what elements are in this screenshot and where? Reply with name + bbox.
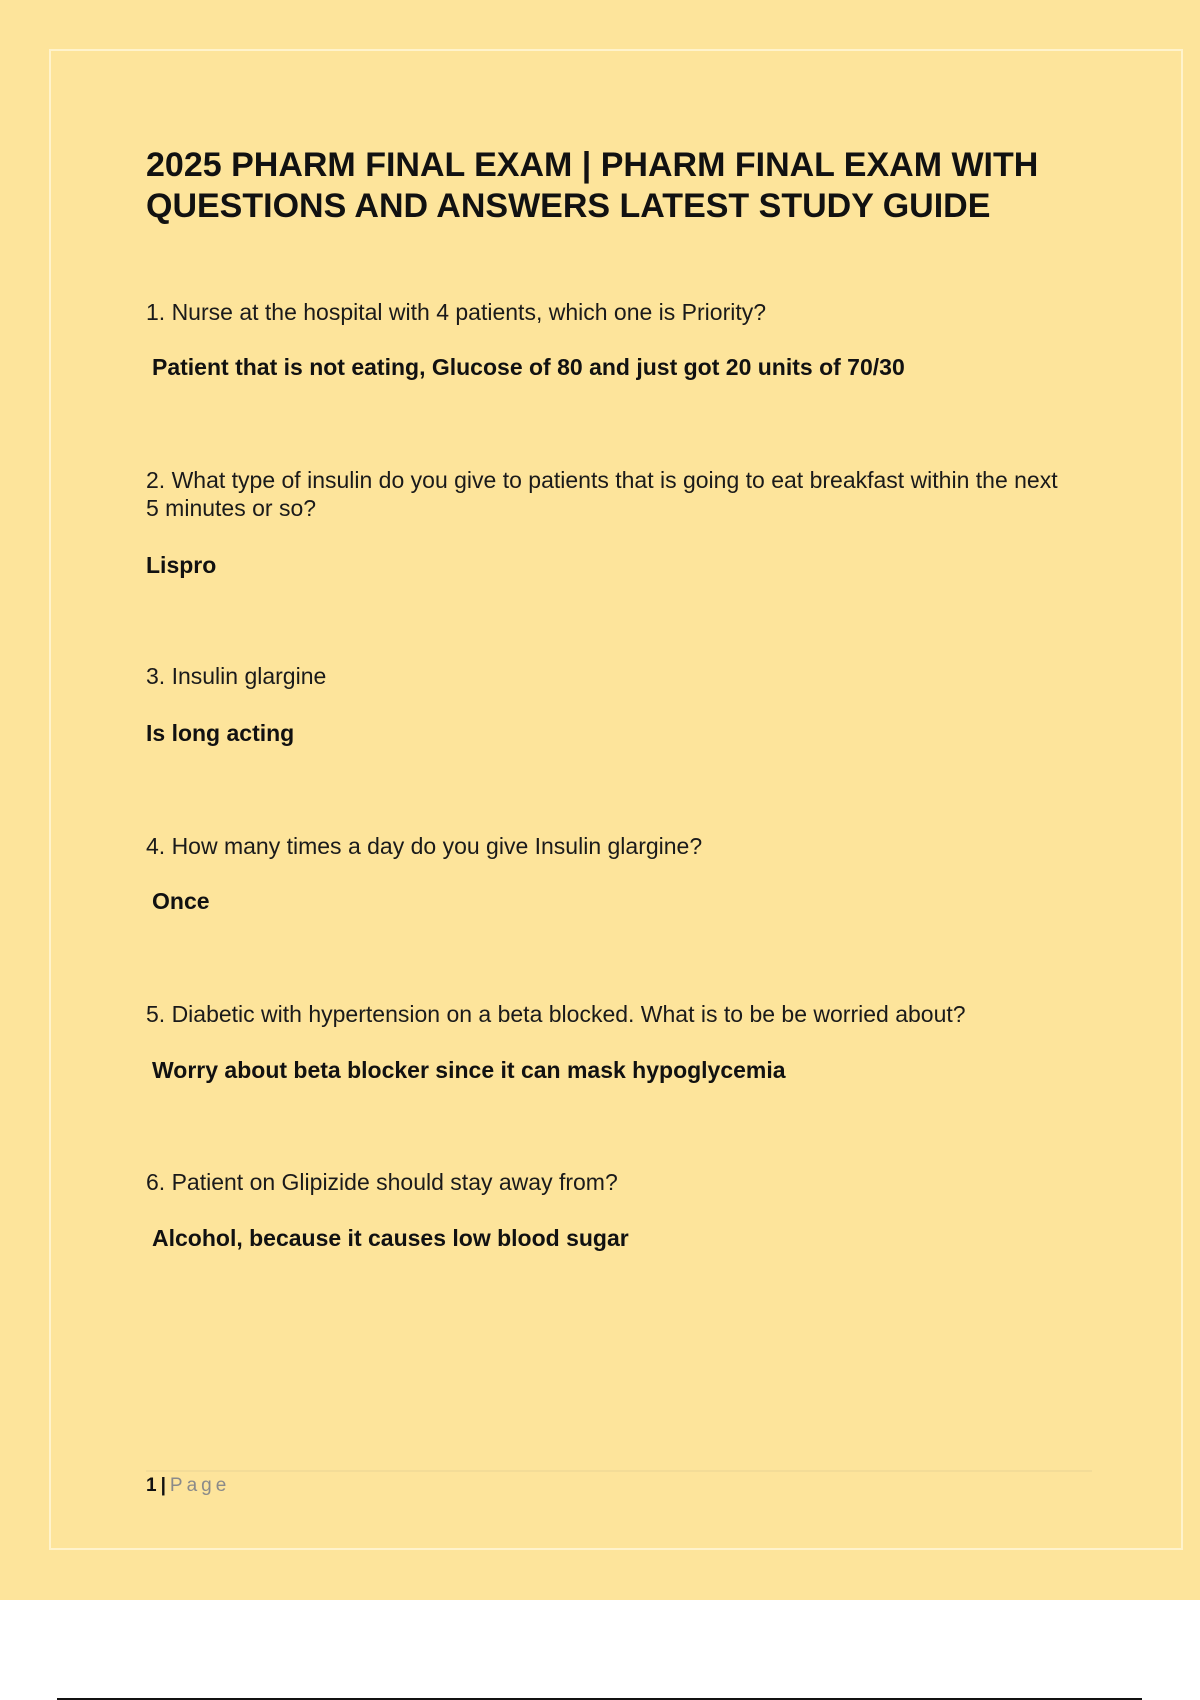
footer-divider bbox=[146, 1470, 1092, 1472]
question-1: 1. Nurse at the hospital with 4 patients, which one is Priority? bbox=[146, 299, 767, 325]
question-4: 4. How many times a day do you give Insulin glargine? bbox=[146, 833, 703, 859]
question-2: 2. What type of insulin do you give to patients that is going to eat breakfast within the next 5 minutes or so? bbox=[146, 467, 1058, 521]
page-footer bbox=[146, 1474, 230, 1498]
answer-2: Lispro bbox=[146, 552, 217, 578]
question-6: 6. Patient on Glipizide should stay away from? bbox=[146, 1169, 618, 1195]
document-title: 2025 PHARM FINAL EXAM | PHARM FINAL EXAM WITH QUESTIONS AND ANSWERS LATEST STUDY GUIDE bbox=[146, 146, 1039, 225]
answer-5: Worry about beta blocker since it can mask hypoglycemia bbox=[152, 1057, 786, 1083]
question-5: 5. Diabetic with hypertension on a beta blocked. What is to be be worried about? bbox=[146, 1001, 966, 1027]
footer-separator: | bbox=[160, 1475, 166, 1496]
answer-1: Patient that is not eating, Glucose of 80 and just got 20 units of 70/30 bbox=[152, 354, 905, 380]
answer-4: Once bbox=[152, 888, 210, 914]
answer-3: Is long acting bbox=[146, 720, 295, 746]
page-number: 1 bbox=[146, 1475, 157, 1496]
page-border-frame bbox=[49, 49, 1183, 1550]
question-3: 3. Insulin glargine bbox=[146, 663, 327, 689]
page-label: Page bbox=[169, 1475, 231, 1496]
answer-6: Alcohol, because it causes low blood sugar bbox=[152, 1225, 629, 1251]
